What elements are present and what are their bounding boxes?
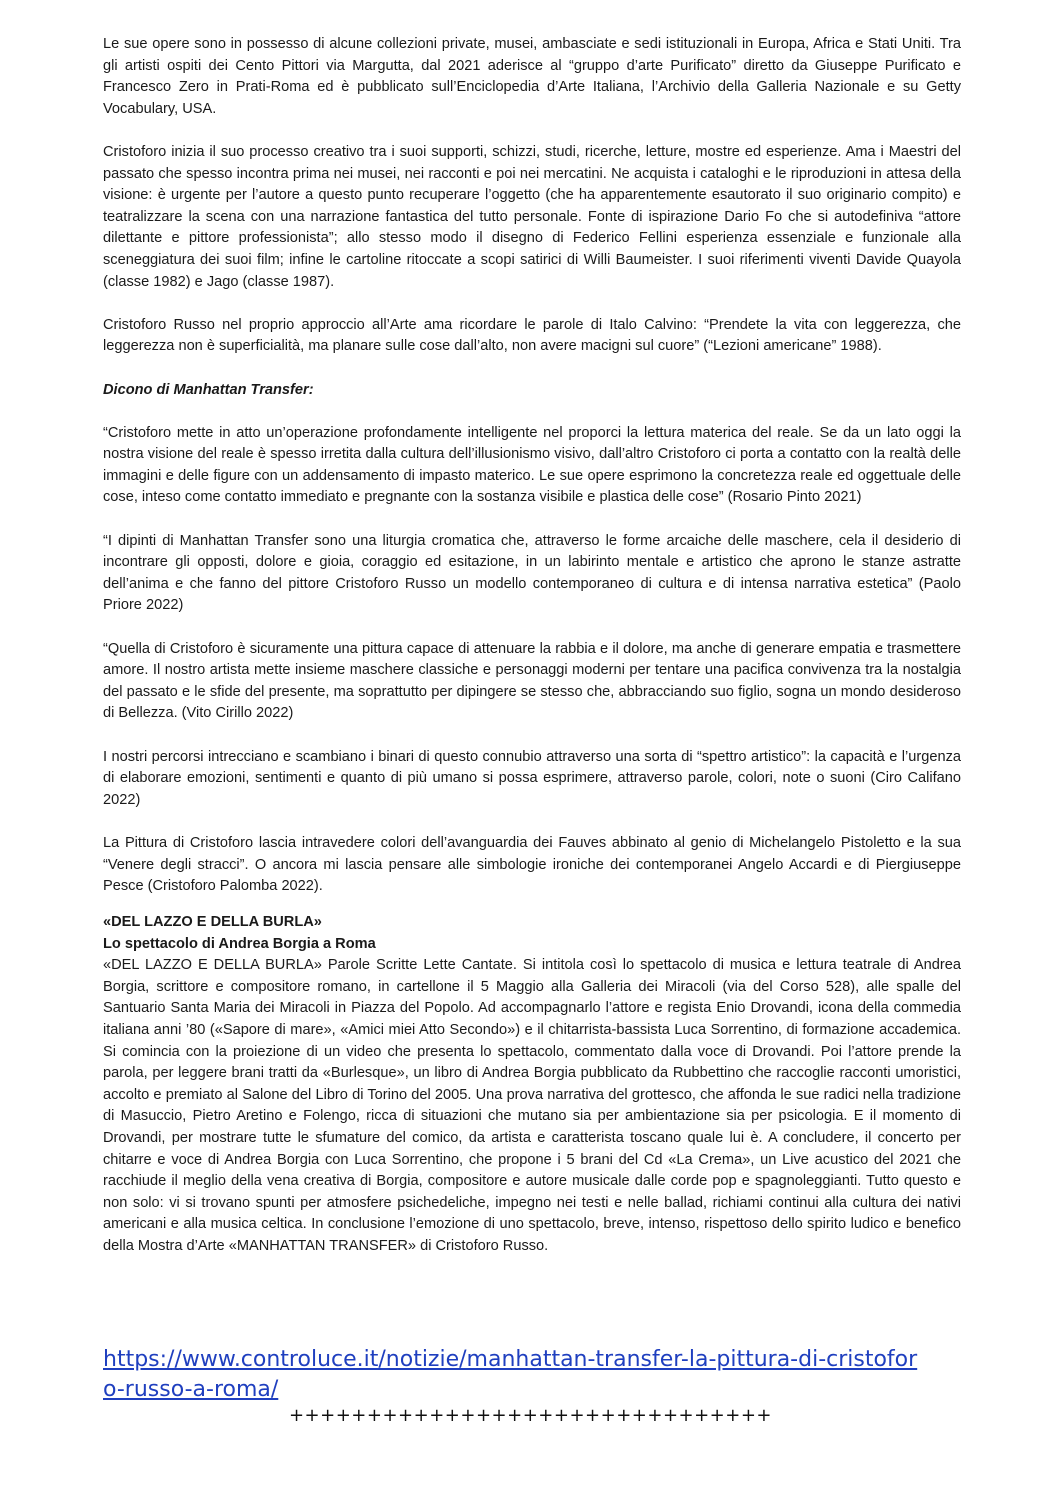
quote-palomba: La Pittura di Cristoforo lascia intravedere colori dell’avanguardia dei Fauves abbinato al genio di Michelangelo Pistoletto e la sua “Venere degli stracci”. O ancora mi lascia pensare alle simbologie ironiche dei contemporanei Angelo Accardi e di Piergiuseppe Pesce (Cristoforo Palomba 2022). [103,834,961,895]
quotes-heading: Dicono di Manhattan Transfer: [103,381,314,398]
quote-cirillo: “Quella di Cristoforo è sicuramente una pittura capace di attenuare la rabbia e il dolore, ma anche di generare empatia e trasmettere amore. Il nostro artista mette insieme maschere classiche e personaggi moderni per tentare una pacifica convivenza tra la nostalgia del passato e le sfide del presente, ma soprattutto per dipingere se stesso che, abbracciando suo figlio, sogna un mondo desideroso di Bellezza. (Vito Cirillo 2022) [103,640,961,722]
article-body [103,34,961,898]
event-body: «DEL LAZZO E DELLA BURLA» Parole Scritte Lette Cantate. Si intitola così lo spettacolo di musica e lettura teatrale di Andrea Borgia, scrittore e compositore romano, in cartellone il 5 Maggio alla Galleria dei Miracoli (via del Corso 528), alle spalle del Santuario Santa Maria dei Miracoli in Piazza del Popolo. Ad accompagnarlo l’attore e regista Enio Drovandi, icona della commedia italiana anni ’80 («Sapore di mare», «Amici miei Atto Secondo») e il chitarrista-bassista Luca Sorrentino, di formazione accademica. Si comincia con la proiezione di un video che presenta lo spettacolo, commentato dalla voce di Drovandi. Poi l’attore prende la parola, per leggere brani tratti da «Burlesque», un libro di Andrea Borgia pubblicato da Rubbettino che raccoglie racconti umoristici, accolto e premiato al Salone del Libro di Torino del 2005. Una prova narrativa del grottesco, che affonda le sue radici nella tradizione di Masuccio, Pietro Aretino e Folengo, ricca di situazioni che mutano sia per ambientazione sia per psicologia. E il momento di Drovandi, per mostrare tutte le sfumature del comico, da artista e caratterista toscano quale lui è. A concludere, il concerto per chitarre e voce di Andrea Borgia con Luca Sorrentino, che propone i 5 brani del Cd «La Crema», un Live acustico del 2021 che racchiude il meglio della vena creativa di Borgia, compositore e autore musicale dalle corde pop e spagnoleggianti. Tutto questo e non solo: vi si trovano spunti per atmosfere psichedeliche, impegno nei testi e nelle ballad, richiami continui alla cultura dei nativi americani e alla musica celtica. In conclusione l’emozione di uno spettacolo, breve, intenso, rispettoso dello spirito ludico e benefico della Mostra d’Arte «MANHATTAN TRANSFER» di Cristoforo Russo. [103,957,961,1254]
source-link[interactable]: https://www.controluce.it/notizie/manhattan-transfer-la-pittura-di-cristoforo-russo-a-roma/ [103,1347,918,1402]
paragraph-collections: Le sue opere sono in possesso di alcune collezioni private, musei, ambasciate e sedi istituzionali in Europa, Africa e Stati Uniti. Tra gli artisti ospiti dei Cento Pittori via Margutta, dal 2021 aderisce al “gruppo d’arte Purificato” diretto da Giuseppe Purificato e Francesco Zero in Prati-Roma ed è pubblicato sull’Enciclopedia d’Arte Italiana, l’Archivio della Galleria Nazionale e su Getty Vocabulary, USA. [103,36,961,117]
event-section [103,912,961,1258]
quote-priore: “I dipinti di Manhattan Transfer sono una liturgia cromatica che, attraverso le forme arcaiche delle maschere, cela il desiderio di incontrare gli opposti, dolore e gioia, coraggio ed esitazione, in un labirinto mentale e artistico che aprono le stanze astratte dell’anima e che fanno del pittore Cristoforo Russo un modello contemporaneo di cultura e di intensa narrativa estetica” (Paolo Priore 2022) [103,532,961,614]
paragraph-calvino: Cristoforo Russo nel proprio approccio all’Arte ama ricordare le parole di Italo Calvino: “Prendete la vita con leggerezza, che leggerezza non è superficialità, ma planare sulle cose dall’alto, non avere macigni sul cuore” (“Lezioni americane” 1988). [103,316,961,355]
event-subtitle: Lo spettacolo di Andrea Borgia a Roma [103,935,376,952]
event-title: «DEL LAZZO E DELLA BURLA» [103,914,322,930]
quote-pinto: “Cristoforo mette in atto un’operazione profondamente intelligente nel proporci la lettura materica del reale. Se da un lato oggi la nostra visione del reale è spesso irretita dalla cultura dell’illusionismo visivo, dall’altro Cristoforo ci porta a contatto con la realtà delle immagini e delle figure con un addensamento di impasto materico. Le sue opere esprimono la concretezza reale ed oggettuale delle cose, inteso come contatto immediato e pregnante con la sostanza visibile e plastica delle cose” (Rosario Pinto 2021) [103,424,961,506]
quote-califano: I nostri percorsi intrecciano e scambiano i binari di questo connubio attraverso una sorta di “spettro artistico”: la capacità e l’urgenza di elaborare emozioni, sentimenti e quanto di più umano si possa esprimere, attraverso parole, colori, note o suoni (Ciro Califano 2022) [103,748,961,808]
paragraph-creative-process: Cristoforo inizia il suo processo creativo tra i suoi supporti, schizzi, studi, ricerche, letture, mostre ed esperienze. Ama i Maestri del passato che spesso incontra prima nei musei, nei racconti e poi nei mercatini. Ne acquista i cataloghi e le riproduzioni in attesa della visione: è urgente per l’autore a questo punto recuperare l’oggetto (che ha apparentemente esautorato il suo originario compito) e teatralizzare la scena con una narrazione fantastica del tutto personale. Fonte di ispirazione Dario Fo che si autodefiniva “attore dilettante e pittore professionista”; allo stesso modo il disegno di Federico Fellini esperienza essenziale e funzionale alla sceneggiatura dei suoi film; infine le cartoline ritoccate a scopi satirici di Willi Baumeister. I suoi riferimenti viventi Davide Quayola (classe 1982) e Jago (classe 1987). [103,143,961,290]
separator-line: +++++++++++++++++++++++++++++++ [288,1405,773,1426]
